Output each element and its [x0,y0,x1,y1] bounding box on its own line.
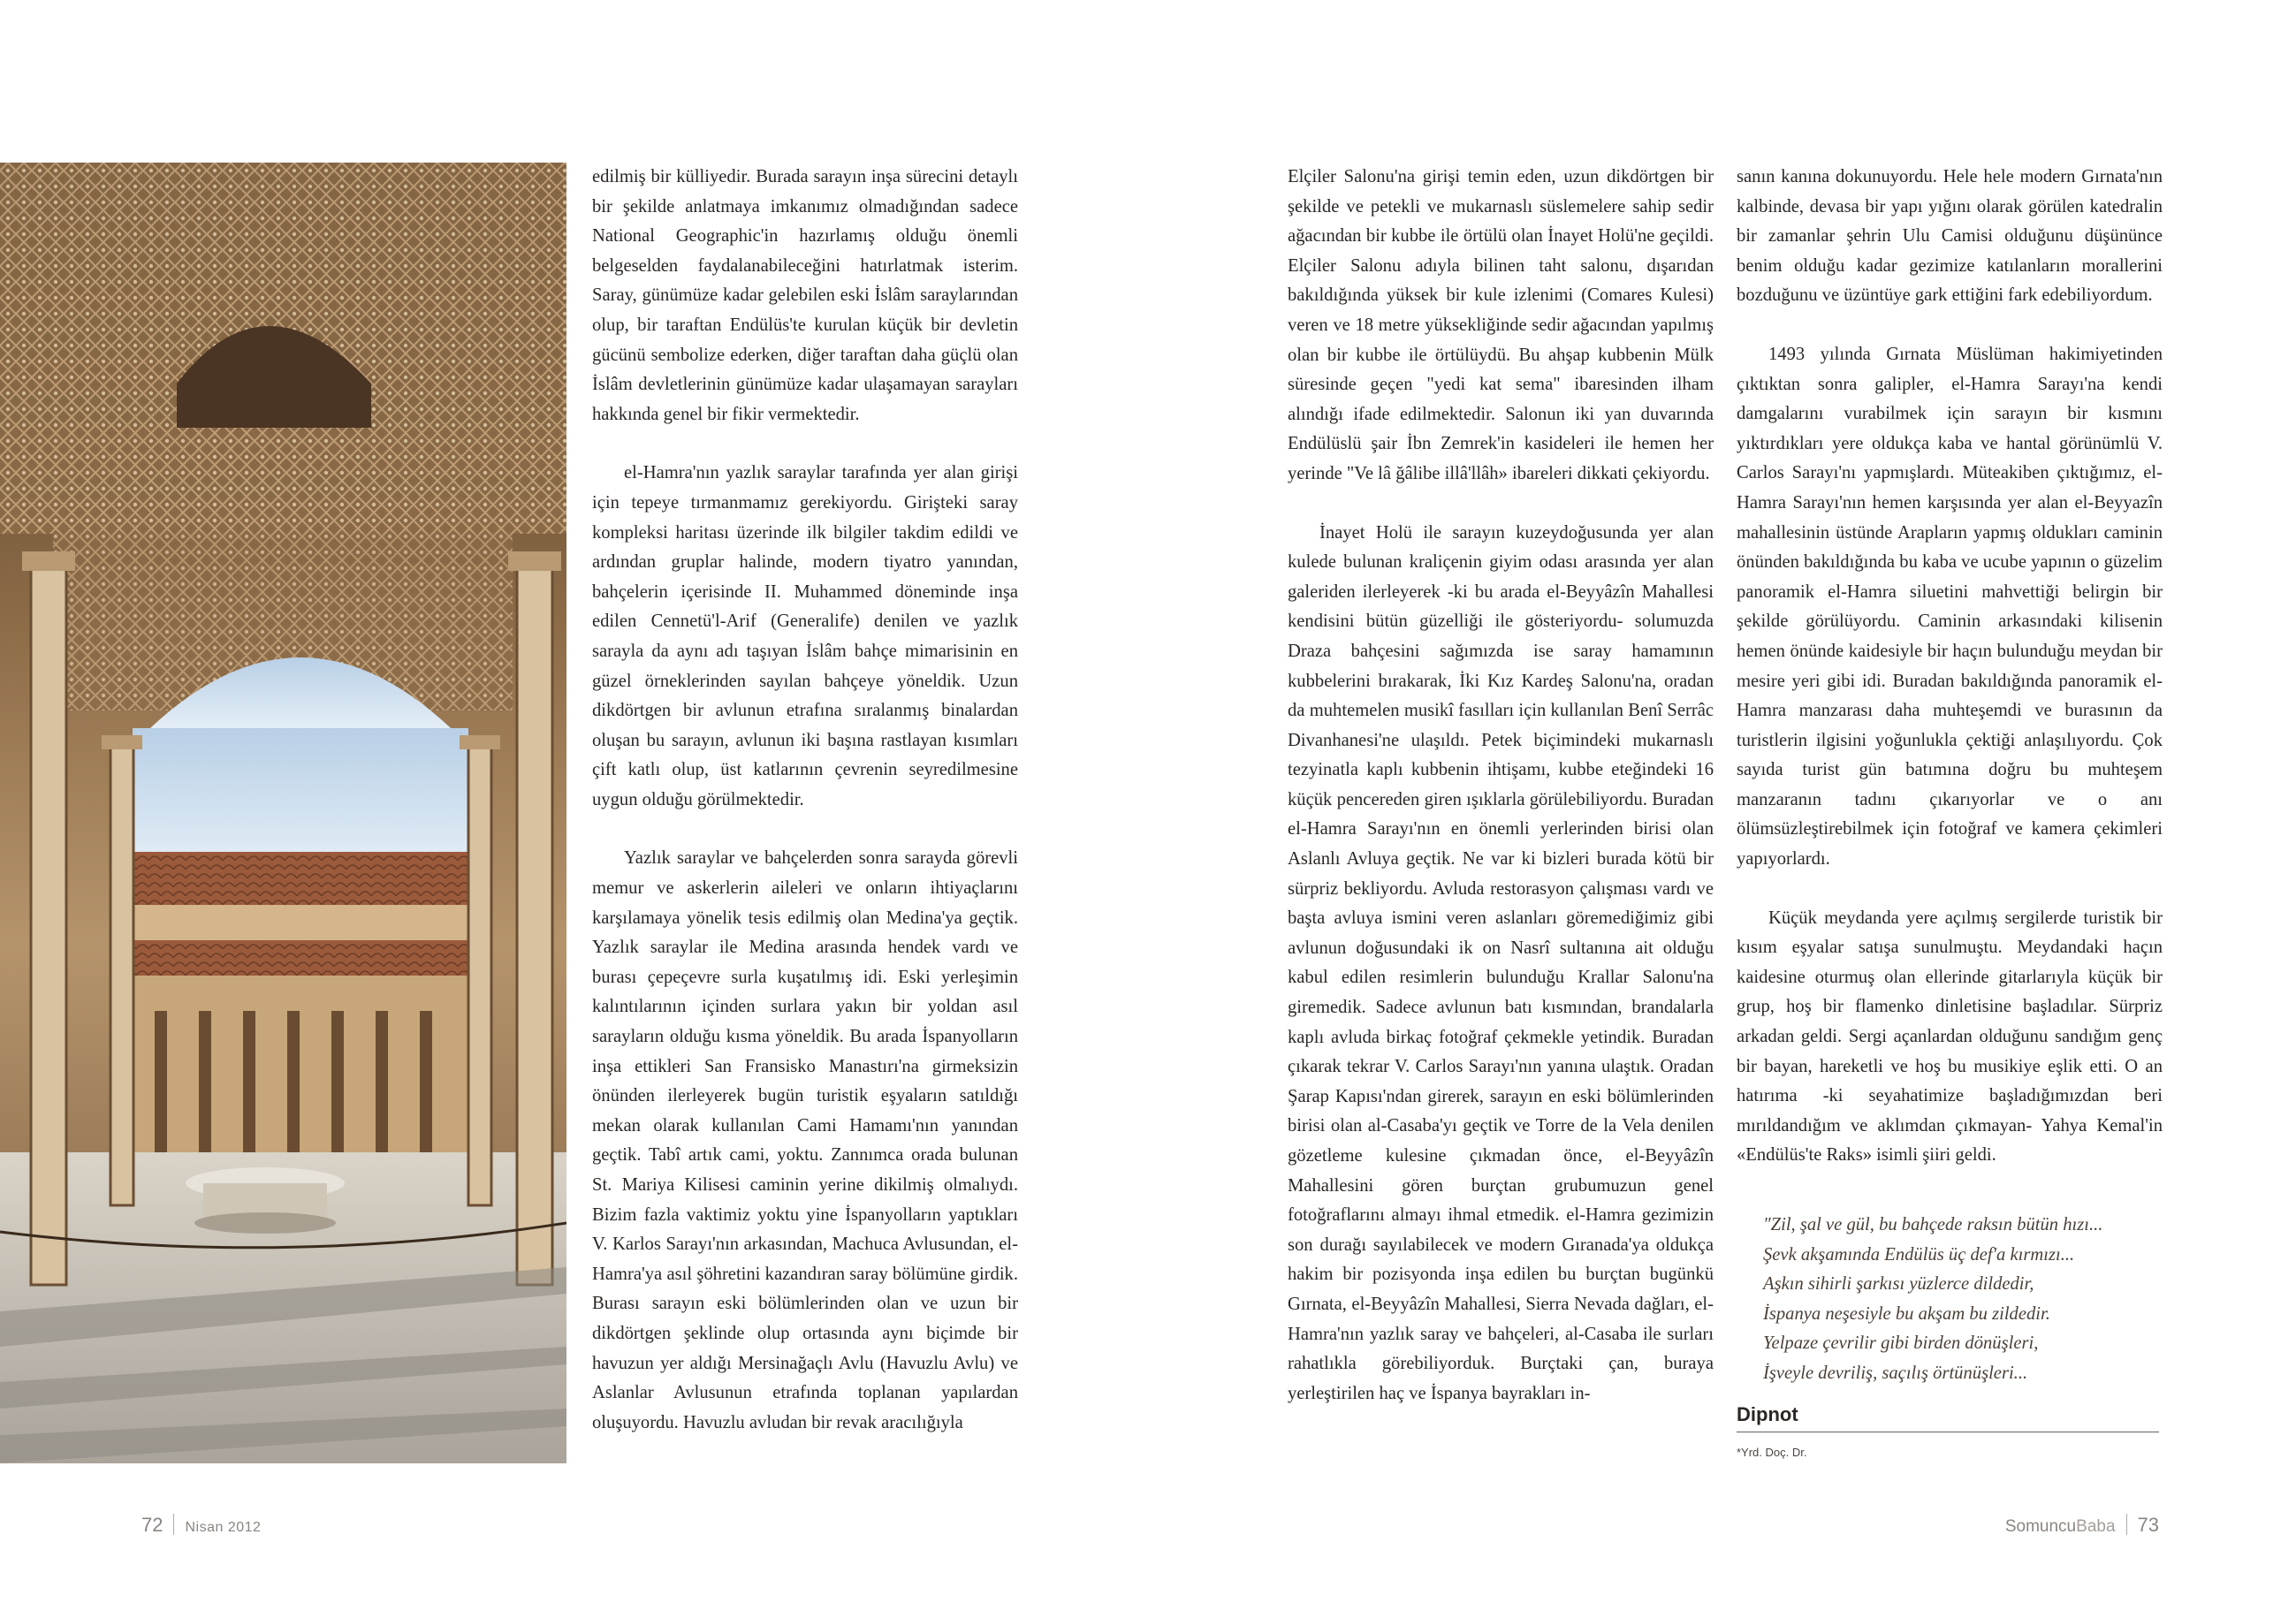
page-number-left: 72 [141,1514,163,1536]
paragraph: 1493 yılında Gırnata Müslüman hakimiyetinden çıktıktan sonra galipler, el-Hamra Sarayı'na kendi damgalarını vurabilmek için sarayın bir kısmını yıktırdıkları yere oldukça kaba ve hantal görünümlü V. Carlos Sarayı'nı yapmışlardı. Müteakiben çıktığımız, el-Hamra Sarayı'nın hemen karşısında yer alan el-Beyyazîn mahallesinin üstünde Arapların yapmış oldukları caminin önünden bakıldığında bu kaba ve ucube yapının o güzelim panoramik el-Hamra siluetini mahvettiği belirgin bir şekilde görülüyordu. Caminin arkasındaki kilisenin hemen önünde kaidesiyle bir haçın bulunduğu meydan bir mesire yeri gibi idi. Buradan bakıldığında panoramik el-Hamra manzarası daha muhteşemdi ve burasının da turistlerin ilgisini yoğunlukla çektiği anlaşılıyordu. Çok sayıda turist gün batımına doğru bu muhteşem manzaranın tadını çıkarıyorlar ve o anı ölümsüzleştirebilmek için fotoğraf ve kamera çekimleri yapıyorlardı. [1737,344,2163,870]
brand-part-a: Somuncu [2004,1517,2077,1536]
left-folio [141,1514,261,1537]
footnote-text: *Yrd. Doç. Dr. [1737,1446,1807,1459]
paragraph: Küçük meydanda yere açılmış sergilerde turistik bir kısım eşyalar satışa sunulmuştu. Meydandaki haçın kaidesine oturmuş olan ellerinde gitarlarıyla küçük bir grup, hoş bir flamenko dinletisine başladılar. Sürpriz arkadan geldi. Sergi açanlardan olduğunu sandığım genç bir bayan, hareketli ve hoş bu musikiye eşlik etti. O an hatırıma -ki seyahatimize başladığımızdan beri mırıldandığım ve aklımdan çıkmayan- Yahya Kemal'in «Endülüs'te Raks» isimli şiiri geldi. [1737,908,2163,1166]
poem-line: İşveyle devriliş, saçılış örtünüşleri... [1763,1363,2028,1383]
folio-divider [173,1514,174,1535]
poem-line: Yelpaze çevrilir gibi birden dönüşleri, [1763,1333,2039,1354]
paragraph: Elçiler Salonu'na girişi temin eden, uzun dikdörtgen bir şekilde ve petekli ve mukarnaslı süslemelere sahip sedir ağacından bir kubbe ile örtülü olan İnayet Holü'ne geçildi. Elçiler Salonu adıyla bilinen taht salonu, dışarıdan bakıldığında yüksek bir kule izlenimi (Comares Kulesi) veren ve 18 metre yüksekliğinde sedir ağacından yapılmış olan bir kubbe ile örtülüydü. Bu ahşap kubbenin Mülk süresinde geçen "yedi kat sema" ibaresinden ilham alındığı ifade edilmektedir. Salonun iki yan duvarında Endülüslü şair İbn Zemrek'in kasideleri ile hemen her yerinde "Ve lâ ğâlibe illâ'llâh» ibareleri dikkati çekiyordu. [1288,167,1714,483]
text-column-2 [1288,163,1714,1409]
poem-line: Aşkın sihirli şarkısı yüzlerce dildedir, [1763,1274,2034,1295]
right-folio [2005,1514,2159,1537]
text-column-1 [592,163,1018,1438]
brand-part-b: Baba [2076,1517,2116,1536]
text-column-3 [1737,163,2163,1171]
alhambra-arcade-illustration [0,163,566,1463]
poem-line: "Zil, şal ve gül, bu bahçede raksın bütün hızı... [1763,1215,2103,1234]
poem-quote [1763,1211,2170,1389]
poem-line: Şevk akşamında Endülüs üç def'a kırmızı... [1763,1244,2075,1265]
folio-divider [2126,1514,2127,1535]
paragraph: İnayet Holü ile sarayın kuzeydoğusunda yer alan kulede bulunan kraliçenin giyim odası arasında yer alan galeriden ilerleyerek -ki bu arada el-Beyyâzîn Mahallesi kendisini bütün güzelliği ile gösteriyordu- solumuzda Draza bahçesini sağımızda ise saray hamamının kubbelerini bırakarak, İki Kız Kardeş Salonu'na, oradan da muhtemelen musikî fasılları için kullanılan Benî Serrâc Divanhanesi'ne ulaşıldı. Petek biçimindeki mukarnaslı tezyinatla kaplı kubbenin ihtişamı, kubbe eteğindeki 16 küçük pencereden giren ışıklarla görülebiliyordu. Buradan el-Hamra Sarayı'nın en önemli yerlerinden birisi olan Aslanlı Avluya geçtik. Ne var ki bizleri burada kötü bir sürpriz bekliyordu. Avluda restorasyon çalışması vardı ve başta avluya ismini veren aslanları göremediğimiz gibi avlunun doğusundaki ik on Nasrî sultanına ait olduğu kabul edilen resimlerin bulunduğu Krallar Salonu'na giremedik. Sadece avlunun batı kısmından, brandalarla kaplı avluda birkaç fotoğraf çekmekle yetindik. Buradan çıkarak tekrar V. Carlos Sarayı'nın yanına ulaştık. Oradan Şarap Kapısı'ndan girerek, sarayın en eski bölümlerinden birisi olan al-Casaba'yı geçtik ve Torre de la Vela denilen gözetleme kulesine çıkmadan önce, el-Beyyâzîn Mahallesini gören burçtan grubumuzun genel fotoğraflarını almayı ihmal etmedik. el-Hamra gezimizin son durağı sayılabilecek ve modern Gıranada'ya oldukça hakim bir pozisyonda inşa edilen bu burçtan bugünkü Gırnata, el-Beyyâzîn Mahallesi, Sierra Nevada dağları, el-Hamra'nın yazlık saray ve bahçeleri, al-Casaba ile surları rahatlıkla görebiliyorduk. Burçtaki çan, buraya yerleştirilen haç ve İspanya bayrakları in- [1288,522,1714,1403]
magazine-brand [2005,1517,2116,1536]
paragraph: el-Hamra'nın yazlık saraylar tarafında yer alan girişi için tepeye tırmanmamız gerekiyordu. Girişteki saray kompleksi haritası üzerinde ilk bilgiler takdim edildi ve ardından gruplar halinde, modern tiyatro yanından, bahçelerin içerisinde II. Muhammed döneminde inşa edilen Cennetü'l-Arif (Generalife) denilen ve yazlık sarayla da aynı adı taşıyan İslâm bahçe mimarisinin en güzel örneklerinden sayılan bahçeye yöneldik. Uzun dikdörtgen bir avlunun etrafına sıralanmış binalardan oluşan bu sarayın, avlunun iki başına rastlayan kısımları çift katlı olup, üst katlarının çevrenin seyredilmesine uygun olduğu görülmektedir. [592,463,1018,809]
paragraph: Yazlık saraylar ve bahçelerden sonra sarayda görevli memur ve askerlerin aileleri ve onların ihtiyaçlarını karşılamaya yönelik tesis edilmiş olan Medina'ya geçtik. Yazlık saraylar ile Medina arasında hendek vardı ve burası çepeçevre surla kuşatılmış idi. Eski yerleşimin kalıntılarının içinden surlara yakın bir yoldan asıl sarayların olduğu kısma yöneldik. Bu arada İspanyolların inşa ettikleri San Fransisko Manastırı'na girmeksizin önünden ilerleyerek bugün turistik eşyaların satıldığı mekan olarak kullanılan Cami Hamamı'nın yanından geçtik. Tabî artık cami, yoktu. Zannımca orada bulunan St. Mariya Kilisesi caminin yerine dikilmiş olmalıydı. Bizim fazla vaktimiz yoktu yine İspanyolların yaptıkları V. Karlos Sarayı'nın arkasından, Machuca Avlusundan, el-Hamra'ya asıl şöhretini kazandıran saray bölümüne girdik. Burası sarayın eski bölümlerinden olan ve uzun bir dikdörtgen şeklinde olup ortasında aynı biçimde bir havuzun yer aldığı Mersinağaçlı Avlu (Havuzlu Avlu) ve Aslanlar Avlusunun etrafında toplanan yapılardan oluşuyordu. Havuzlu avludan bir revak aracılığıyla [592,848,1018,1432]
page-number-right: 73 [2137,1514,2159,1536]
alhambra-photo [0,163,566,1463]
issue-date: Nisan 2012 [185,1520,262,1535]
paragraph: sanın kanına dokunuyordu. Hele hele modern Gırnata'nın kalbinde, devasa bir yapı yığını olarak görülen katedralin bir zamanlar şehrin Ulu Camisi olduğunu düşününce benim olduğu kadar gezimize katılanların morallerini bozduğunu ve üzüntüye gark ettiğini fark edebiliyordum. [1737,167,2163,306]
poem-line: İspanya neşesiyle bu akşam bu zildedir. [1763,1303,2050,1324]
footnote-heading: Dipnot [1737,1403,2159,1432]
paragraph: edilmiş bir külliyedir. Burada sarayın inşa sürecini detaylı bir şekilde anlatmaya imkanımız olmadığından sadece National Geographic'in hazırlamış olduğu önemli belgeselden faydalanabileceğini hatırlatmak isterim. Saray, günümüze kadar gelebilen eski İslâm saraylarından olup, bir taraftan Endülüs'te kurulan küçük bir devletin gücünü sembolize ederken, diğer taraftan daha güçlü olan İslâm devletlerinin günümüze kadar ulaşamayan sarayları hakkında genel bir fikir vermektedir. [592,167,1018,424]
